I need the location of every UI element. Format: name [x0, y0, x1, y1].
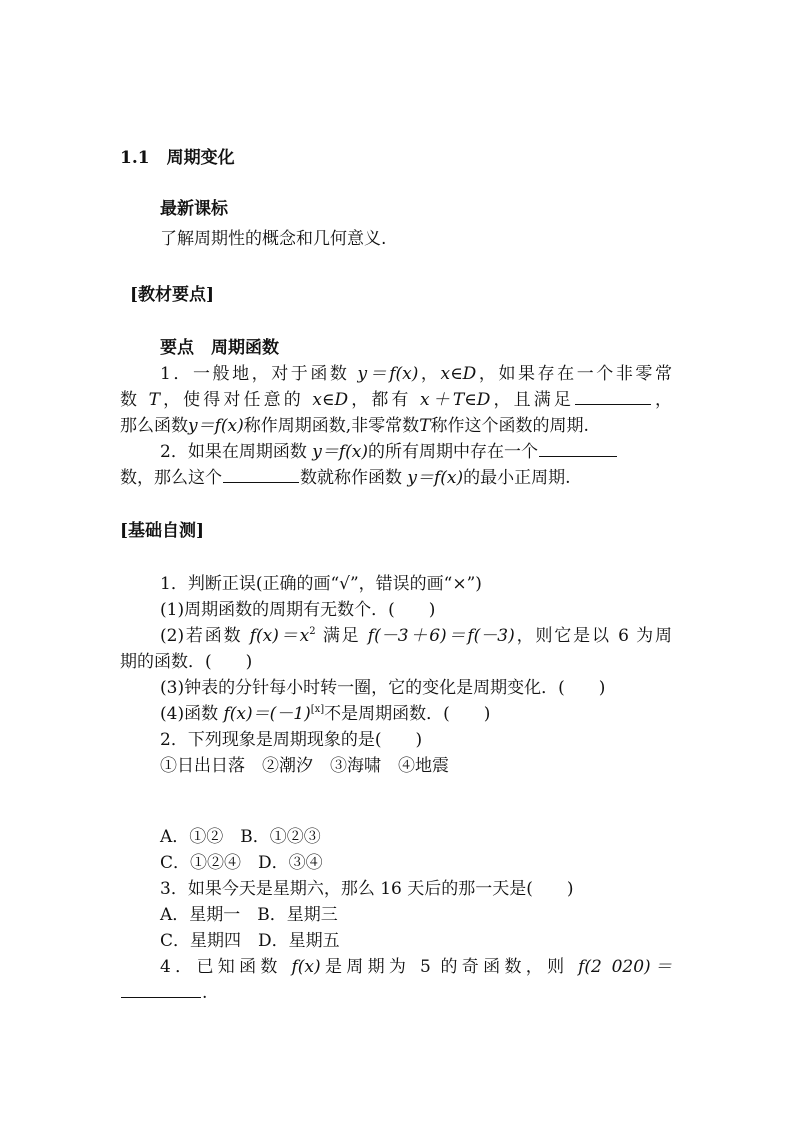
standards-heading: 最新课标: [160, 199, 228, 219]
answer-blank: [539, 455, 617, 457]
point2-line1: 2．如果在周期函数 y＝f(x)的所有周期中存在一个: [160, 444, 618, 461]
q1-item2-line1: (2)若函数 $f(x)=x^2$ 满足 f(－3＋6)＝f(－3)，则它是以 6 为周: [160, 626, 673, 646]
q3-options-ab: A．星期一 B．星期三: [160, 905, 338, 925]
q1-item4: (4)函数 f(x)＝(－1)[x]不是周期函数．( ): [160, 704, 491, 724]
point1-line2: 数 T，使得对任意的 x∈D，都有 x＋T∈D，且满足 ，: [120, 390, 673, 410]
section-title: 1.1 周期变化: [120, 148, 235, 168]
q4-line2: .: [120, 985, 207, 1002]
answer-blank: [223, 481, 299, 483]
q2-stem: 2．下列现象是周期现象的是( ): [160, 730, 423, 750]
point-heading: 要点 周期函数: [160, 338, 279, 358]
answer-blank: [575, 403, 651, 405]
q2-options-ab: A．①② B．①②③: [160, 827, 321, 847]
textbook-points-heading: [教材要点]: [130, 285, 215, 305]
q3-stem: 3．如果今天是星期六，那么 16 天后的那一天是( ): [160, 879, 574, 899]
answer-blank: [121, 996, 201, 998]
q2-items: ①日出日落 ②潮汐 ③海啸 ④地震: [160, 756, 449, 776]
point2-line2: 数，那么这个 数就称作函数 y＝f(x)的最小正周期.: [120, 468, 571, 488]
point1-line1: 1．一般地，对于函数 y＝f(x)，x∈D，如果存在一个非零常: [160, 364, 672, 384]
q1-stem: 1．判断正误(正确的画“√”，错误的画“×”): [160, 574, 482, 594]
q1-item2-line2: 期的函数．( ): [120, 652, 253, 672]
q2-options-cd: C．①②④ D．③④: [160, 853, 323, 873]
self-test-heading: [基础自测]: [120, 521, 205, 541]
q4-line1: 4．已知函数 f(x)是周期为 5 的奇函数，则 f(2 020)＝: [160, 957, 672, 977]
q3-options-cd: C．星期四 D．星期五: [160, 931, 340, 951]
standards-text: 了解周期性的概念和几何意义.: [160, 229, 387, 249]
point1-line3: 那么函数y＝f(x)称作周期函数,非零常数T称作这个函数的周期.: [120, 416, 589, 436]
q1-item3: (3)钟表的分针每小时转一圈，它的变化是周期变化．( ): [160, 678, 606, 698]
q1-item1: (1)周期函数的周期有无数个．( ): [160, 600, 436, 620]
